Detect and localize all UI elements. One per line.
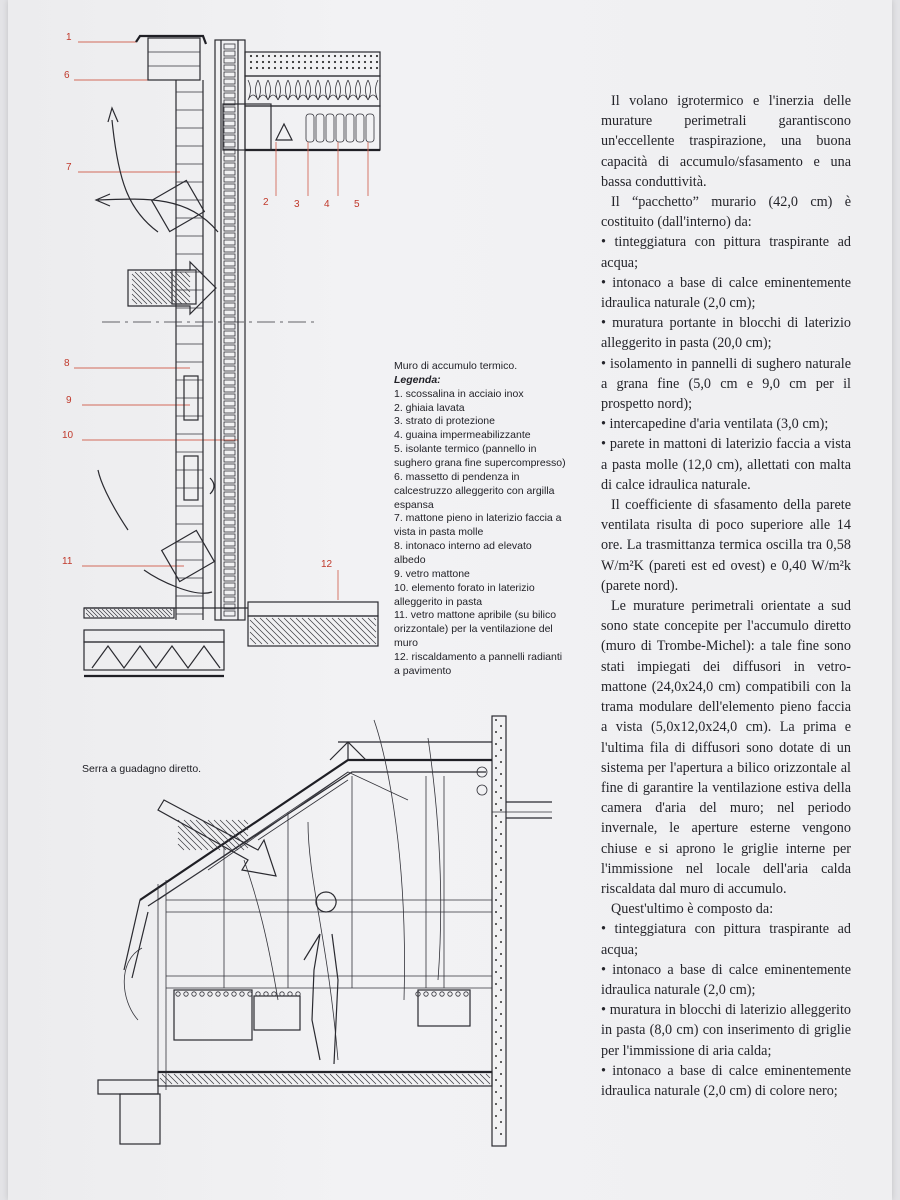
bullet-item: • intercapedine d'aria ventilata (3,0 cm); bbox=[601, 416, 829, 433]
callout-4: 4 bbox=[324, 199, 330, 210]
legend-item: 9. vetro mattone bbox=[394, 567, 470, 580]
bullet-item: • muratura portante in blocchi di laterizio alleggerito in pasta (20,0 cm); bbox=[601, 315, 851, 352]
callout-7: 7 bbox=[66, 162, 72, 173]
bullet-item: • intonaco a base di calce eminentemente idraulica naturale (2,0 cm); bbox=[601, 274, 851, 312]
bullet-item: • intonaco a base di calce eminentemente idraulica naturale (2,0 cm) di colore nero; bbox=[601, 1062, 851, 1099]
legend-item: 8. intonaco interno ad elevato albedo bbox=[394, 540, 532, 567]
paragraph: Le murature perimetrali orientate a sud sono state concepite per l'accumulo diretto (muro di Trombe-Michel): a tale fine sono stati impiegati dei diffusori in vetro-mattone (24,0x24,0 cm) compatibili con la trama modulare dell'elemento pieno faccia a vista (5,0x12,0x24,0 cm). La prima e l'ultima fila di diffusori sono dotate di un sistema per l'apertura a bilico orizzontale al fine di garantire la ventilazione estiva della camera d'aria del muro; nel periodo invernale, le aperture esterne vengono chiuse e si aprono le griglie interne per l'immissione nel locale dell'aria calda riscaldata dal muro di accumulo. bbox=[601, 598, 851, 897]
bullet-item: • isolamento in pannelli di sughero naturale a grana fine (5,0 cm e 9,0 cm per il prospetto nord); bbox=[601, 355, 851, 413]
legend-heading: Legenda: bbox=[394, 373, 441, 386]
legend-item: 12. riscaldamento a pannelli radianti a pavimento bbox=[394, 651, 563, 677]
legend-item: 6. massetto di pendenza in calcestruzzo alleggerito con argilla espansa bbox=[394, 470, 555, 511]
bullet-item: • parete in mattoni di laterizio faccia a vista a pasta molle (12,0 cm), allettati con malta di calce idraulica naturale. bbox=[601, 436, 851, 493]
legend-item: 2. ghiaia lavata bbox=[394, 401, 465, 414]
legend-item: 1. scossalina in acciaio inox bbox=[394, 387, 524, 400]
greenhouse-caption: Serra a guadagno diretto. bbox=[82, 763, 202, 775]
callout-3: 3 bbox=[294, 199, 300, 210]
legend-item: 11. vetro mattone apribile (su bilico orizzontale) per la ventilazione del muro bbox=[394, 609, 557, 650]
legend-item: 5. isolante termico (pannello in sughero grana fine supercompresso) bbox=[394, 443, 566, 470]
callout-11: 11 bbox=[62, 556, 73, 567]
book-page bbox=[8, 0, 892, 1200]
bullet-item: • intonaco a base di calce eminentemente idraulica naturale (2,0 cm); bbox=[601, 961, 851, 998]
callout-8: 8 bbox=[64, 358, 70, 369]
paragraph: Il coefficiente di sfasamento della parete ventilata risulta di poco superiore alle 14 ore. La trasmittanza termica oscilla tra 0,58 W/m²K (pareti est ed ovest) e 0,40 W/m²k (parete nord). bbox=[601, 497, 851, 594]
legend-item: 4. guaina impermeabilizzante bbox=[394, 429, 531, 442]
callout-5: 5 bbox=[354, 199, 360, 210]
legend-item: 10. elemento forato in laterizio alleggerito in pasta bbox=[394, 581, 535, 608]
callout-2: 2 bbox=[263, 197, 269, 208]
callout-12: 12 bbox=[321, 559, 333, 570]
callout-1: 1 bbox=[66, 32, 72, 43]
legend-item: 7. mattone pieno in laterizio faccia a vista in pasta molle bbox=[394, 512, 562, 539]
legend-item: 3. strato di protezione bbox=[394, 415, 495, 428]
body-text-column bbox=[601, 91, 851, 1101]
bullet-item: • muratura in blocchi di laterizio alleggerito in pasta (8,0 cm) con inserimento di griglie per l'immissione di aria calda; bbox=[601, 1002, 851, 1059]
callout-9: 9 bbox=[66, 395, 72, 406]
paragraph: Quest'ultimo è composto da: bbox=[611, 901, 774, 918]
bullet-item: • tinteggiatura con pittura traspirante ad acqua; bbox=[601, 921, 851, 958]
paragraph: Il “pacchetto” murario (42,0 cm) è costituito (dall'interno) da: bbox=[601, 194, 851, 231]
legend-title: Muro di accumulo termico. bbox=[394, 360, 518, 372]
callout-6: 6 bbox=[64, 70, 70, 81]
callout-10: 10 bbox=[62, 430, 74, 441]
paragraph: Il volano igrotermico e l'inerzia delle murature perimetrali garantiscono un'eccellente traspirazione, una buona capacità di accumulo/sfasamento e una bassa conduttività. bbox=[601, 93, 851, 190]
bullet-item: • tinteggiatura con pittura traspirante ad acqua; bbox=[601, 234, 851, 271]
